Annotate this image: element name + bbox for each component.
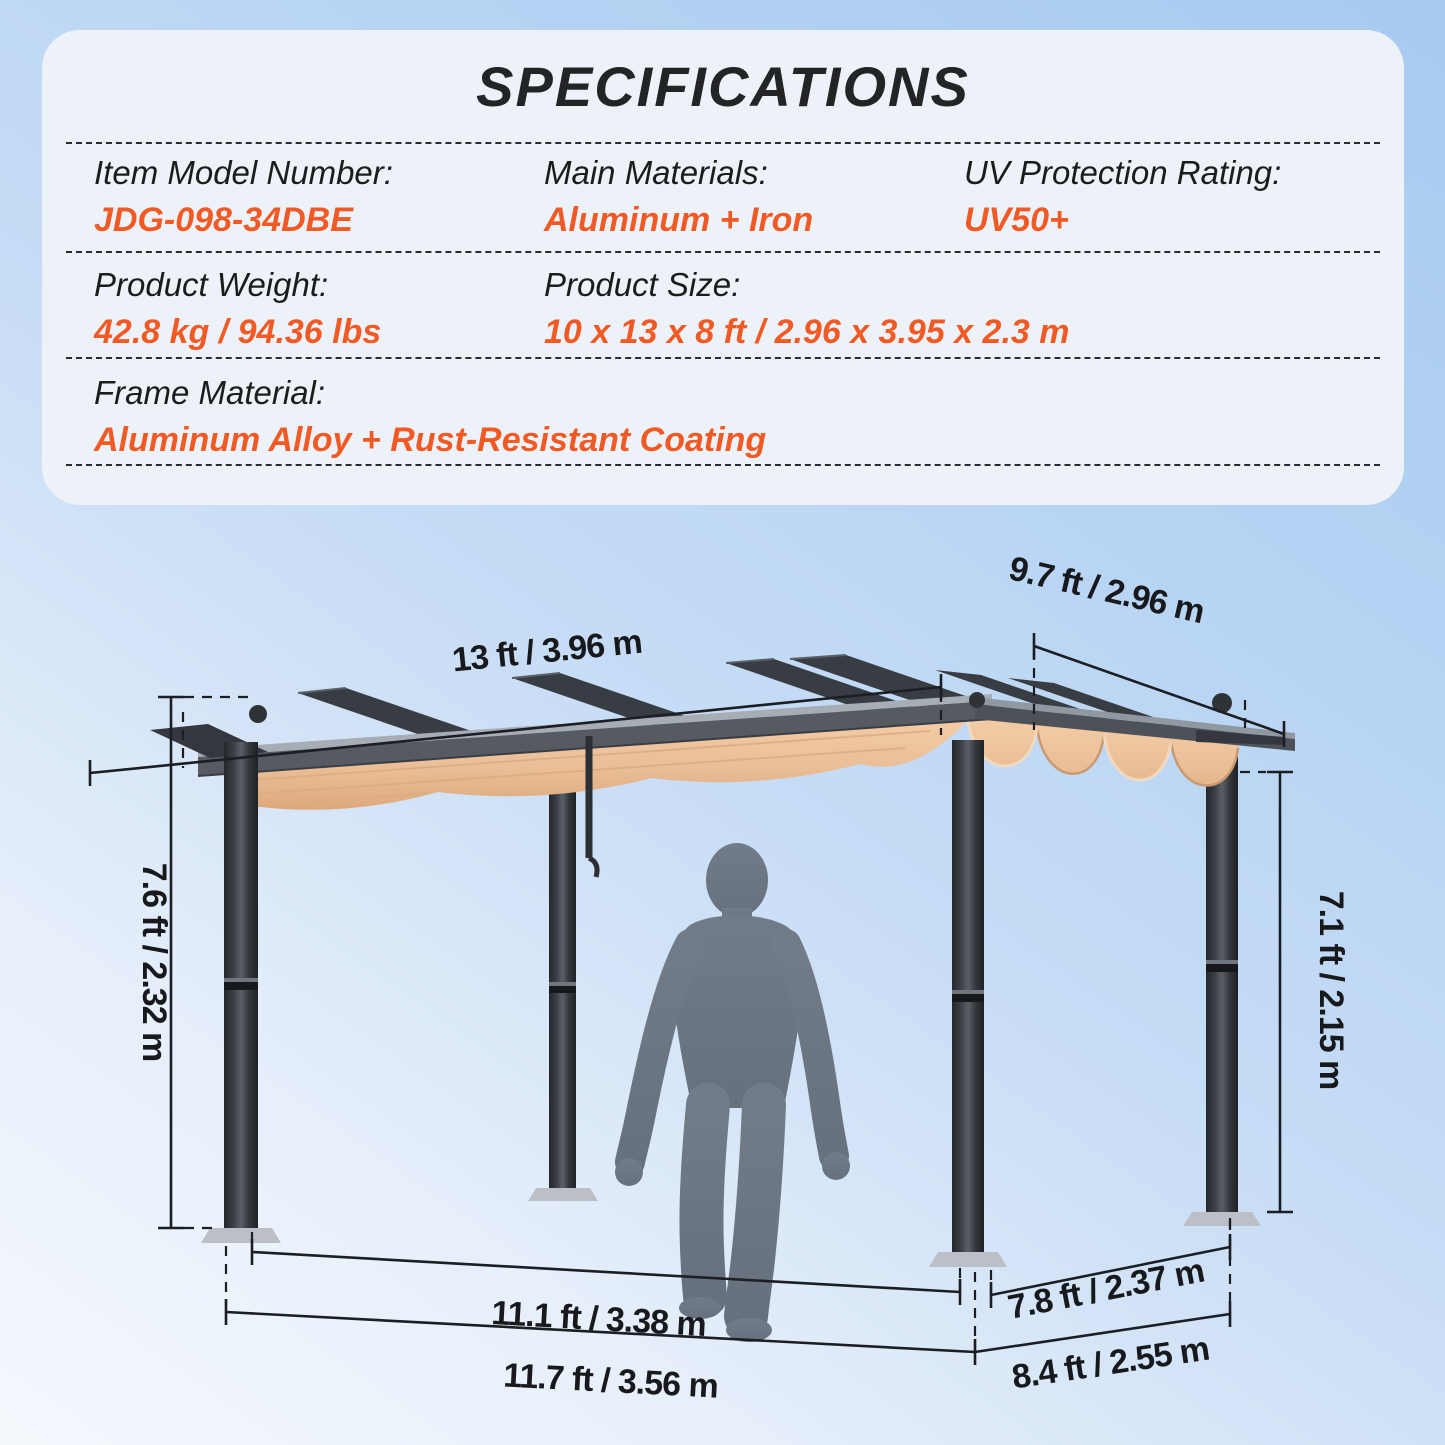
dimension-right-height bbox=[1230, 772, 1350, 1252]
spec-value: Aluminum Alloy + Rust-Resistant Coating bbox=[94, 421, 767, 459]
spec-product-size bbox=[544, 266, 1069, 352]
dimension-label-bottom-outer-depth: 8.4 ft / 2.55 m bbox=[1009, 1329, 1212, 1397]
dimension-label-top-width: 13 ft / 3.96 m bbox=[450, 622, 644, 680]
separator-line bbox=[66, 142, 1380, 144]
spec-value: JDG-098-34DBE bbox=[94, 201, 353, 239]
spec-item-model-number bbox=[94, 154, 393, 240]
dimension-label-bottom-outer-width: 11.7 ft / 3.56 m bbox=[502, 1356, 719, 1406]
spec-value: Aluminum + Iron bbox=[544, 201, 814, 239]
spec-frame-material bbox=[94, 374, 766, 460]
spec-label: Product Weight: bbox=[94, 266, 329, 303]
spec-product-weight bbox=[94, 266, 381, 352]
spec-value: 42.8 kg / 94.36 lbs bbox=[94, 313, 382, 351]
human-silhouette bbox=[615, 843, 850, 1342]
spec-main-materials bbox=[544, 154, 813, 240]
spec-label: Frame Material: bbox=[94, 374, 326, 411]
pergola-illustration bbox=[150, 655, 1295, 1342]
spec-value: UV50+ bbox=[964, 201, 1069, 239]
dimension-bottom-inner-width bbox=[252, 1232, 960, 1344]
dimension-label-bottom-inner-depth: 7.8 ft / 2.37 m bbox=[1004, 1251, 1207, 1327]
dimension-label-bottom-inner-width: 11.1 ft / 3.38 m bbox=[490, 1294, 707, 1344]
pergola-front-right-post bbox=[929, 740, 1007, 1267]
specifications-title: SPECIFICATIONS bbox=[476, 55, 970, 118]
separator-line bbox=[66, 251, 1380, 253]
pergola-front-left-post bbox=[201, 742, 281, 1243]
dimension-label-top-depth: 9.7 ft / 2.96 m bbox=[1005, 549, 1208, 632]
spec-value: 10 x 13 x 8 ft / 2.96 x 3.95 x 2.3 m bbox=[544, 313, 1070, 351]
dimension-label-right-height: 7.1 ft / 2.15 m bbox=[1312, 890, 1350, 1090]
spec-label: Item Model Number: bbox=[94, 154, 393, 191]
dimension-label-left-height: 7.6 ft / 2.32 m bbox=[135, 862, 173, 1062]
spec-uv-protection-rating bbox=[964, 154, 1281, 240]
spec-label: Main Materials: bbox=[544, 154, 768, 191]
separator-line bbox=[66, 464, 1380, 466]
dimension-bottom-inner-depth bbox=[991, 1220, 1230, 1327]
specifications-card bbox=[42, 30, 1404, 505]
spec-label: UV Protection Rating: bbox=[964, 154, 1282, 191]
spec-label: Product Size: bbox=[544, 266, 741, 303]
separator-line bbox=[66, 357, 1380, 359]
pergola-back-right-post bbox=[1183, 735, 1261, 1226]
